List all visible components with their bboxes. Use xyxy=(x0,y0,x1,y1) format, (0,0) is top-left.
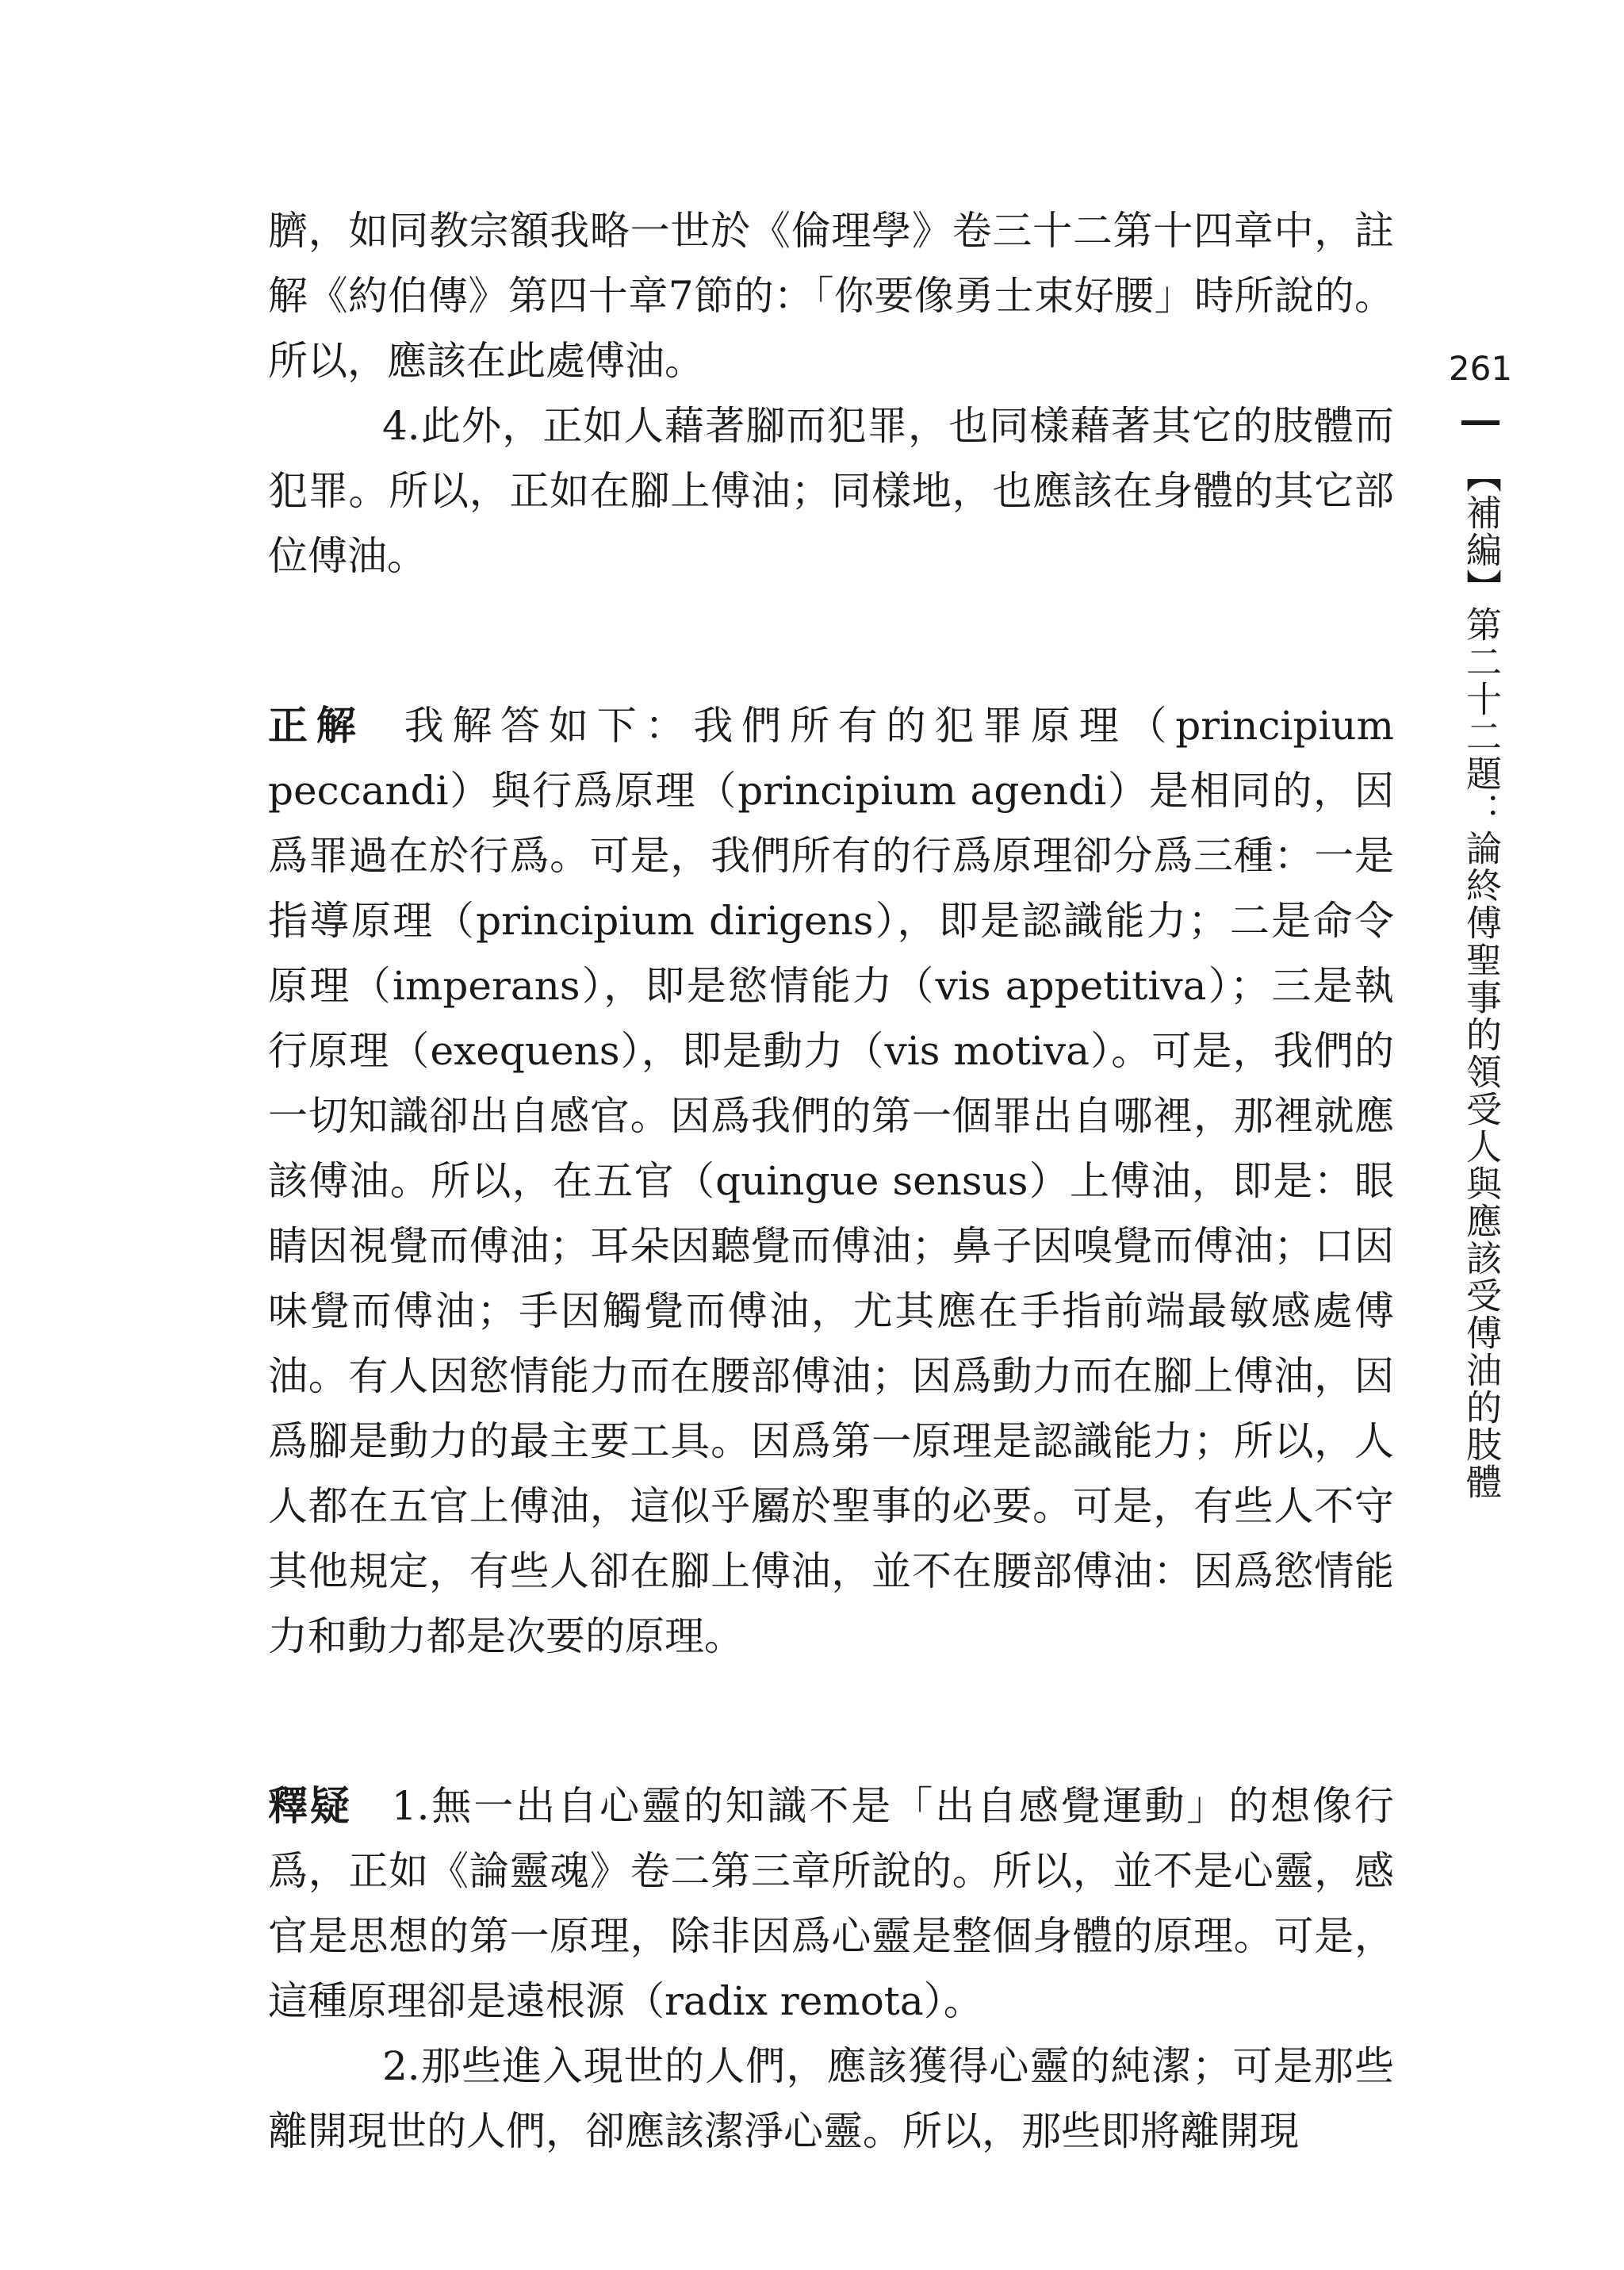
answer-text: 我解答如下：我們所有的犯罪原理（principium peccandi）與行爲原理（principium agendi）是相同的，因爲罪過在於行爲。可是，我們所有的行爲原理卻分爲三種：一是指導原理（principium dirigens），即是認識能力；二是命令原理（imperans），即是慾情能力（vis appetitiva）；三是執行原理（exequens），即是動力（vis motiva）。可是，我們的一切知識卻出自感官。因爲我們的第一個罪出自哪裡，那裡就應該傅油。所以，在五官（quingue sensus）上傅油，即是：眼睛因視覺而傅油；耳朵因聽覺而傅油；鼻子因嗅覺而傅油；口因味覺而傅油；手因觸覺而傅油，尤其應在手指前端最敏感處傅油。有人因慾情能力而在腰部傅油；因爲動力而在腳上傅油，因爲腳是動力的最主要工具。因爲第一原理是認識能力；所以，人人都在五官上傅油，這似乎屬於聖事的必要。可是，有些人不守其他規定，有些人卻在腳上傅油，並不在腰部傅油：因爲慾情能力和動力都是次要的原理。 xyxy=(268,703,1394,1659)
reply-paragraph xyxy=(268,1773,1394,2034)
reply-heading: 釋疑 xyxy=(268,1783,352,1829)
answer-paragraph xyxy=(268,693,1394,1669)
page-number-rule xyxy=(1461,420,1500,425)
body-text xyxy=(268,198,1394,2164)
page-number: 261 xyxy=(1448,349,1513,388)
paragraph-continuation: 臍，如同教宗額我略一世於《倫理學》卷三十二第十四章中，註解《約伯傳》第四十章7節的：「你要像勇士束好腰」時所說的。所以，應該在此處傅油。 xyxy=(268,208,1394,384)
running-head: 【補編】第二十二題：論終傅聖事的領受人與應該受傅油的肢體 xyxy=(1460,457,1502,1501)
reply-2: 2.那些進入現世的人們，應該獲得心靈的純潔；可是那些離開現世的人們，卻應該潔淨心靈。所以，那些即將離開現 xyxy=(268,2043,1394,2154)
reply-1-text: 1.無一出自心靈的知識不是「出自感覺運動」的想像行爲，正如《論靈魂》卷二第三章所說的。所以，並不是心靈，感官是思想的第一原理，除非因爲心靈是整個身體的原理。可是，這種原理卻是遠根源（radix remota）。 xyxy=(268,1783,1394,2024)
answer-heading: 正解 xyxy=(268,703,365,749)
objection-4: 4.此外，正如人藉著腳而犯罪，也同樣藉著其它的肢體而犯罪。所以，正如在腳上傅油；同樣地，也應該在身體的其它部位傅油。 xyxy=(268,403,1394,579)
